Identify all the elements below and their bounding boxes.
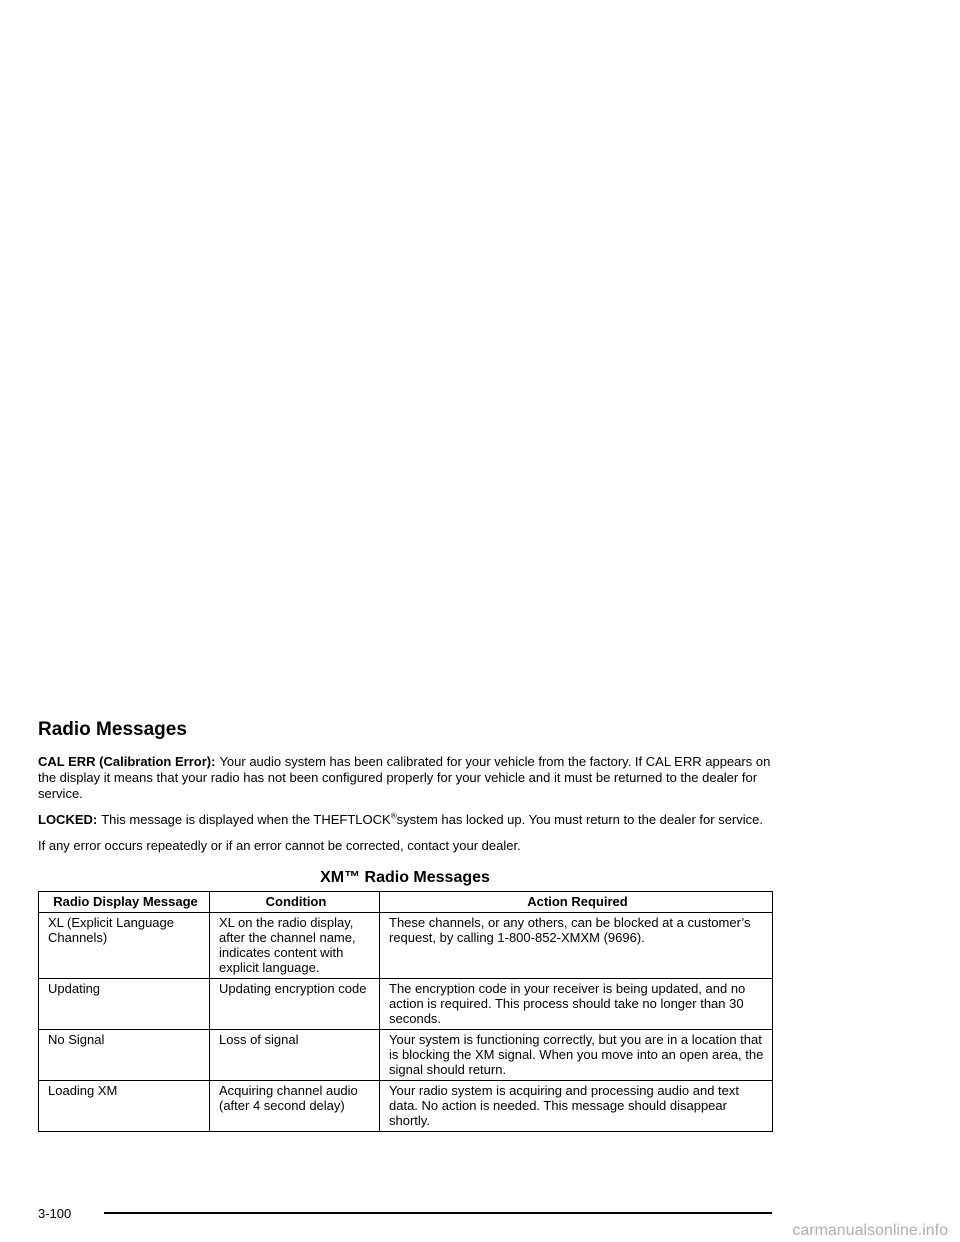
page-content: [38, 718, 772, 1132]
table-cell: XL (Explicit Language Channels): [39, 913, 210, 979]
table-row: [39, 913, 773, 979]
locked-text-after: system has locked up. You must return to the dealer for service.: [396, 812, 763, 827]
table-cell: Loss of signal: [210, 1030, 380, 1081]
registered-mark: ®: [390, 811, 397, 821]
cal-err-term: CAL ERR (Calibration Error):: [38, 754, 216, 769]
table-title: XM™ Radio Messages: [320, 869, 490, 886]
table-cell: Your radio system is acquiring and processing audio and text data. No action is needed. This message should disappear shortly.: [380, 1081, 773, 1132]
xm-messages-table: [38, 891, 773, 1132]
header-radio-display-message: Radio Display Message: [39, 892, 210, 913]
table-cell: These channels, or any others, can be blocked at a customer’s request, by calling 1-800-852-XMXM (9696).: [380, 913, 773, 979]
table-cell: XL on the radio display, after the channel name, indicates content with explicit language.: [210, 913, 380, 979]
cal-err-paragraph: [38, 754, 772, 802]
table-cell: Acquiring channel audio (after 4 second delay): [210, 1081, 380, 1132]
table-cell: Updating: [39, 979, 210, 1030]
error-paragraph: If any error occurs repeatedly or if an error cannot be corrected, contact your dealer.: [38, 838, 521, 853]
table-header-row: [39, 892, 773, 913]
table-cell: Loading XM: [39, 1081, 210, 1132]
table-cell: Your system is functioning correctly, but you are in a location that is blocking the XM signal. When you move into an open area, the signal should return.: [380, 1030, 773, 1081]
table-cell: The encryption code in your receiver is being updated, and no action is required. This process should take no longer than 30 seconds.: [380, 979, 773, 1030]
table-row: [39, 1081, 773, 1132]
section-title: Radio Messages: [38, 719, 187, 740]
header-condition: Condition: [210, 892, 380, 913]
watermark: carmanualsonline.info: [792, 1222, 948, 1239]
table-row: [39, 979, 773, 1030]
table-cell: No Signal: [39, 1030, 210, 1081]
page-number: 3-100: [38, 1206, 72, 1221]
cal-err-text: Your audio system has been calibrated for your vehicle from the factory. If CAL ERR appears on the display it means that your radio has not been configured properly for your vehicle and it must be returned to the dealer for service.: [38, 754, 771, 801]
locked-paragraph: [38, 812, 772, 828]
locked-term: LOCKED:: [38, 812, 98, 827]
table-cell: Updating encryption code: [210, 979, 380, 1030]
footer-rule: [104, 1212, 772, 1214]
locked-text-before: This message is displayed when the THEFTLOCK: [101, 812, 391, 827]
header-action-required: Action Required: [380, 892, 773, 913]
table-row: [39, 1030, 773, 1081]
